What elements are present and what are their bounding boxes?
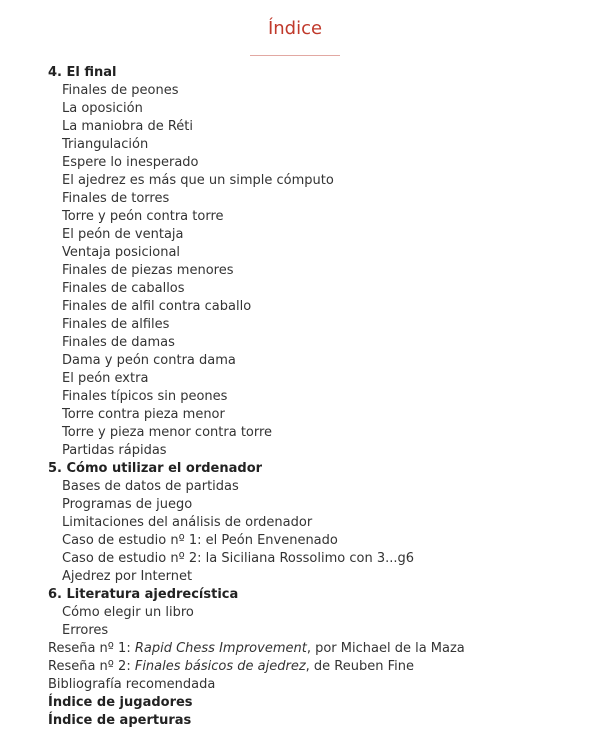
toc-chapter-4[interactable]: 4. El final — [48, 65, 117, 80]
toc-entry[interactable]: Limitaciones del análisis de ordenador — [62, 515, 313, 530]
toc-entry[interactable]: Bases de datos de partidas — [62, 479, 239, 494]
toc-entry[interactable]: Cómo elegir un libro — [62, 605, 194, 620]
toc-review-1[interactable] — [48, 640, 465, 658]
table-of-contents — [48, 64, 465, 730]
toc-entry[interactable]: Finales típicos sin peones — [62, 389, 228, 404]
toc-entry[interactable]: Finales de alfiles — [62, 317, 170, 332]
toc-entry[interactable]: La oposición — [62, 101, 143, 116]
toc-entry[interactable]: El peón extra — [62, 371, 149, 386]
toc-entry[interactable]: El peón de ventaja — [62, 227, 184, 242]
toc-entry[interactable]: Partidas rápidas — [62, 443, 167, 458]
toc-entry[interactable]: Programas de juego — [62, 497, 193, 512]
toc-entry[interactable]: Dama y peón contra dama — [62, 353, 236, 368]
toc-entry[interactable]: Ajedrez por Internet — [62, 569, 193, 584]
toc-entry[interactable]: El ajedrez es más que un simple cómputo — [62, 173, 334, 188]
toc-entry[interactable]: Errores — [62, 623, 109, 638]
toc-bibliography[interactable]: Bibliografía recomendada — [48, 677, 216, 692]
title-underline — [250, 55, 340, 56]
toc-entry[interactable]: Finales de alfil contra caballo — [62, 299, 252, 314]
toc-entry[interactable]: Torre contra pieza menor — [62, 407, 225, 422]
toc-chapter-5[interactable]: 5. Cómo utilizar el ordenador — [48, 461, 263, 476]
toc-entry[interactable]: Triangulación — [62, 137, 149, 152]
toc-players-index[interactable]: Índice de jugadores — [48, 695, 193, 710]
review-1-book-title: Rapid Chess Improvement — [134, 641, 307, 656]
toc-entry[interactable]: Caso de estudio nº 2: la Siciliana Rossolimo con 3...g6 — [62, 551, 415, 566]
review-1-suffix: , por Michael de la Maza — [306, 641, 465, 656]
toc-entry[interactable]: La maniobra de Réti — [62, 119, 194, 134]
toc-entry[interactable]: Espere lo inesperado — [62, 155, 199, 170]
toc-review-2[interactable] — [48, 658, 465, 676]
review-2-prefix: Reseña nº 2: — [48, 659, 135, 674]
toc-entry[interactable]: Finales de damas — [62, 335, 175, 350]
review-1-prefix: Reseña nº 1: — [48, 641, 135, 656]
toc-entry[interactable]: Torre y pieza menor contra torre — [62, 425, 273, 440]
toc-entry[interactable]: Caso de estudio nº 1: el Peón Envenenado — [62, 533, 338, 548]
toc-entry[interactable]: Finales de caballos — [62, 281, 185, 296]
toc-chapter-6[interactable]: 6. Literatura ajedrecística — [48, 587, 239, 602]
toc-entry[interactable]: Torre y peón contra torre — [62, 209, 224, 224]
toc-entry[interactable]: Finales de torres — [62, 191, 170, 206]
page-title: Índice — [267, 18, 323, 39]
toc-entry[interactable]: Finales de peones — [62, 83, 179, 98]
toc-entry[interactable]: Ventaja posicional — [62, 245, 181, 260]
review-2-suffix: , de Reuben Fine — [305, 659, 414, 674]
review-2-book-title: Finales básicos de ajedrez — [134, 659, 306, 674]
toc-entry[interactable]: Finales de piezas menores — [62, 263, 234, 278]
toc-openings-index[interactable]: Índice de aperturas — [48, 713, 192, 728]
